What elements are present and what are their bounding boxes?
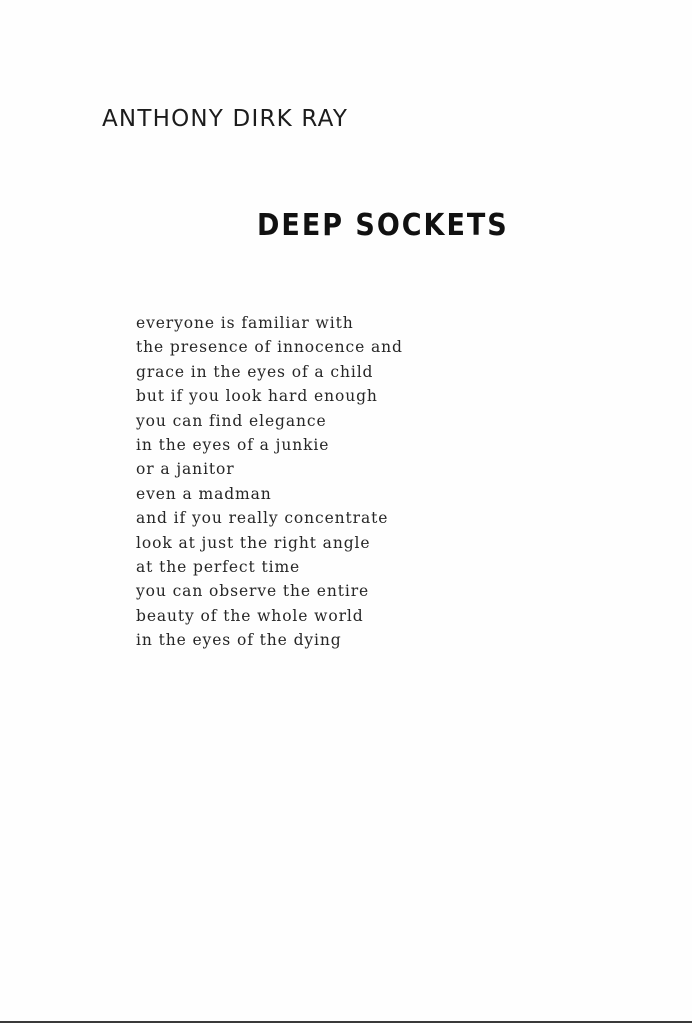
poem-line: at the perfect time	[136, 558, 301, 577]
poem-line: look at just the right angle	[136, 533, 371, 552]
poem-line: and if you really concentrate	[136, 509, 389, 528]
poem-line: but if you look hard enough	[136, 387, 378, 406]
poem-line: you can observe the entire	[136, 582, 370, 601]
poem-line: even a madman	[136, 484, 272, 503]
poem-line: everyone is familiar with	[136, 314, 354, 332]
poem-line: beauty of the whole world	[136, 606, 364, 625]
poem-line: the presence of innocence and	[136, 338, 403, 357]
poem-line: grace in the eyes of a child	[136, 362, 374, 381]
poem-title: DEEP SOCKETS	[257, 208, 509, 243]
poem-body	[136, 311, 403, 653]
poem-line: in the eyes of a junkie	[136, 436, 330, 455]
author-name: ANTHONY DIRK RAY	[102, 106, 349, 132]
poem-line: in the eyes of the dying	[136, 631, 342, 650]
poem-line: or a janitor	[136, 460, 235, 479]
poem-line: you can find elegance	[136, 411, 327, 430]
